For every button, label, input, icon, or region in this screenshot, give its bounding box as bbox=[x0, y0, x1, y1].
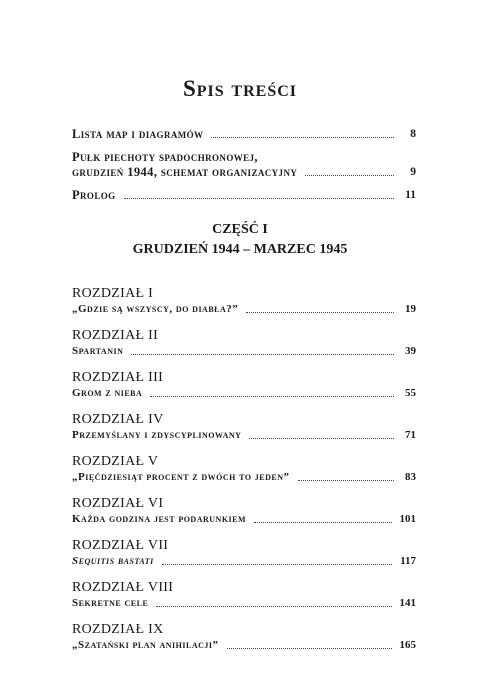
toc-entry-page: 8 bbox=[410, 128, 416, 140]
chapter-heading: ROZDZIAŁ I bbox=[72, 286, 154, 301]
chapter-subtitle: Przemyślany i zdyscyplinowany bbox=[72, 429, 242, 441]
chapter-entry[interactable] bbox=[72, 622, 416, 652]
chapter-heading: ROZDZIAŁ IV bbox=[72, 412, 164, 427]
chapter-entry[interactable] bbox=[72, 286, 416, 316]
chapter-page: 71 bbox=[405, 429, 416, 441]
chapter-entry[interactable] bbox=[72, 538, 416, 568]
chapter-entry[interactable] bbox=[72, 412, 416, 442]
chapter-entry[interactable] bbox=[72, 328, 416, 358]
chapter-subtitle: Sequitis bastati bbox=[72, 555, 154, 567]
chapter-subtitle: Spartanin bbox=[72, 345, 124, 357]
chapter-subtitle: „Pięćdziesiąt procent z dwóch to jeden” bbox=[72, 471, 290, 483]
dot-leader bbox=[298, 480, 394, 481]
dot-leader bbox=[211, 137, 394, 138]
chapter-page: 19 bbox=[405, 303, 416, 315]
chapter-page: 101 bbox=[399, 513, 416, 525]
chapter-heading: ROZDZIAŁ VII bbox=[72, 538, 169, 553]
dot-leader bbox=[227, 648, 392, 649]
chapter-subtitle: „Szatański plan anihilacji” bbox=[72, 639, 219, 651]
part-range: GRUDZIEŃ 1944 – MARZEC 1945 bbox=[132, 242, 348, 257]
chapter-entry[interactable] bbox=[72, 370, 416, 400]
chapter-subtitle: Każda godzina jest podarunkiem bbox=[72, 513, 247, 525]
toc-entry-label-line: Pułk piechoty spadochronowej, bbox=[72, 150, 258, 164]
toc-entry-page: 9 bbox=[410, 166, 416, 178]
chapter-page: 165 bbox=[399, 639, 416, 651]
dot-leader bbox=[131, 354, 394, 355]
part-label: CZĘŚĆ I bbox=[212, 222, 268, 237]
dot-leader bbox=[254, 522, 391, 523]
chapter-heading: ROZDZIAŁ V bbox=[72, 454, 159, 469]
part-heading bbox=[0, 220, 480, 260]
chapter-page: 117 bbox=[400, 555, 416, 567]
toc-entry-label-line: grudzień 1944, schemat organizacyjny bbox=[72, 165, 298, 179]
toc-entry-page: 11 bbox=[405, 189, 416, 201]
chapter-heading: ROZDZIAŁ II bbox=[72, 328, 159, 343]
toc-entry-label bbox=[72, 150, 297, 180]
dot-leader bbox=[150, 396, 394, 397]
chapter-heading: ROZDZIAŁ VIII bbox=[72, 580, 174, 595]
toc-entry-label: Prolog bbox=[72, 188, 116, 202]
chapter-page: 141 bbox=[399, 597, 416, 609]
chapter-page: 55 bbox=[405, 387, 416, 399]
dot-leader bbox=[162, 564, 392, 565]
toc-entry-label: Lista map i diagramów bbox=[72, 127, 204, 141]
chapter-entry[interactable] bbox=[72, 580, 416, 610]
chapter-page: 83 bbox=[405, 471, 416, 483]
toc-entry-maps[interactable] bbox=[72, 127, 416, 142]
front-matter-list bbox=[72, 127, 416, 211]
chapter-list bbox=[72, 286, 416, 664]
dot-leader bbox=[305, 175, 394, 176]
chapter-subtitle: Sekretne cele bbox=[72, 597, 149, 609]
dot-leader bbox=[124, 198, 394, 199]
chapter-entry[interactable] bbox=[72, 454, 416, 484]
dot-leader bbox=[249, 438, 394, 439]
toc-entry-prologue[interactable] bbox=[72, 188, 416, 203]
chapter-page: 39 bbox=[405, 345, 416, 357]
toc-entry-regiment[interactable] bbox=[72, 150, 416, 180]
chapter-heading: ROZDZIAŁ IX bbox=[72, 622, 164, 637]
chapter-subtitle: Grom z nieba bbox=[72, 387, 143, 399]
chapter-entry[interactable] bbox=[72, 496, 416, 526]
dot-leader bbox=[156, 606, 391, 607]
chapter-heading: ROZDZIAŁ VI bbox=[72, 496, 164, 511]
chapter-heading: ROZDZIAŁ III bbox=[72, 370, 164, 385]
page-title: Spis treści bbox=[182, 76, 298, 101]
chapter-subtitle: „Gdzie są wszyscy, do diabła?” bbox=[72, 303, 239, 315]
dot-leader bbox=[246, 312, 394, 313]
